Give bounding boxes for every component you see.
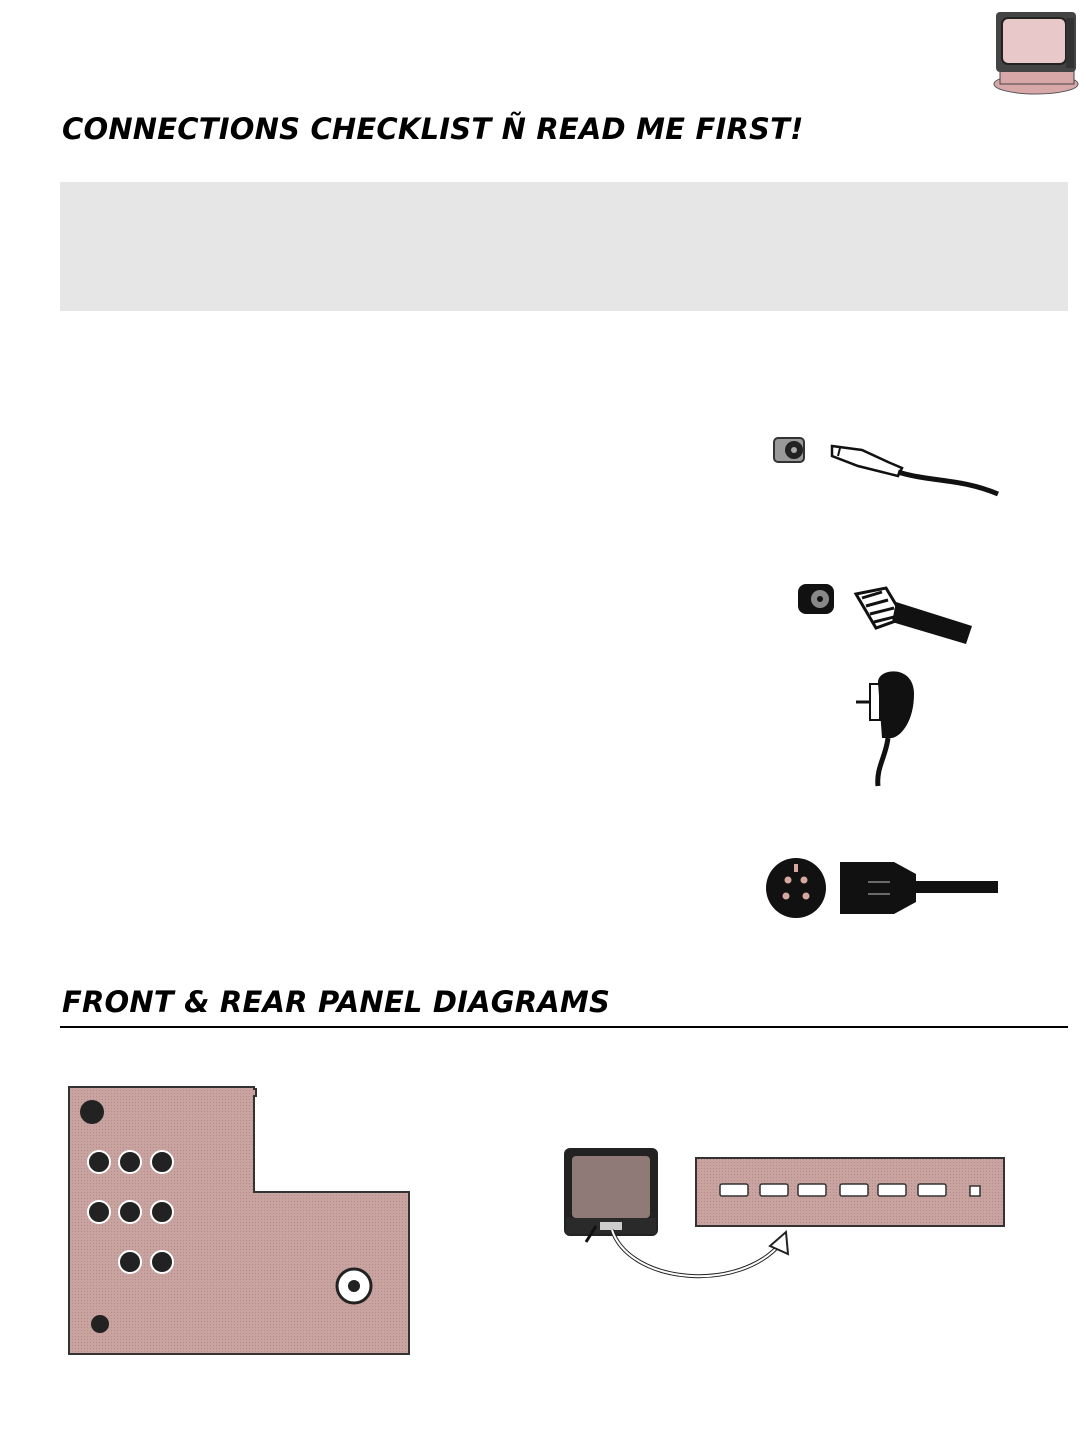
rear-panel-diagram bbox=[66, 1084, 414, 1358]
s-video-connector-icon bbox=[766, 854, 1002, 922]
coaxial-connector-icon bbox=[796, 578, 976, 650]
rca-connector-icon bbox=[770, 432, 1002, 500]
panels-heading: FRONT & REAR PANEL DIAGRAMS bbox=[62, 985, 611, 1019]
notice-box bbox=[60, 182, 1068, 311]
checklist-heading: CONNECTIONS CHECKLIST Ñ READ ME FIRST! bbox=[62, 112, 804, 146]
headphone-plug-icon bbox=[852, 664, 922, 788]
front-panel-diagram bbox=[560, 1144, 1012, 1298]
heading-rule bbox=[60, 1026, 1068, 1028]
tv-logo-icon bbox=[990, 4, 1082, 96]
